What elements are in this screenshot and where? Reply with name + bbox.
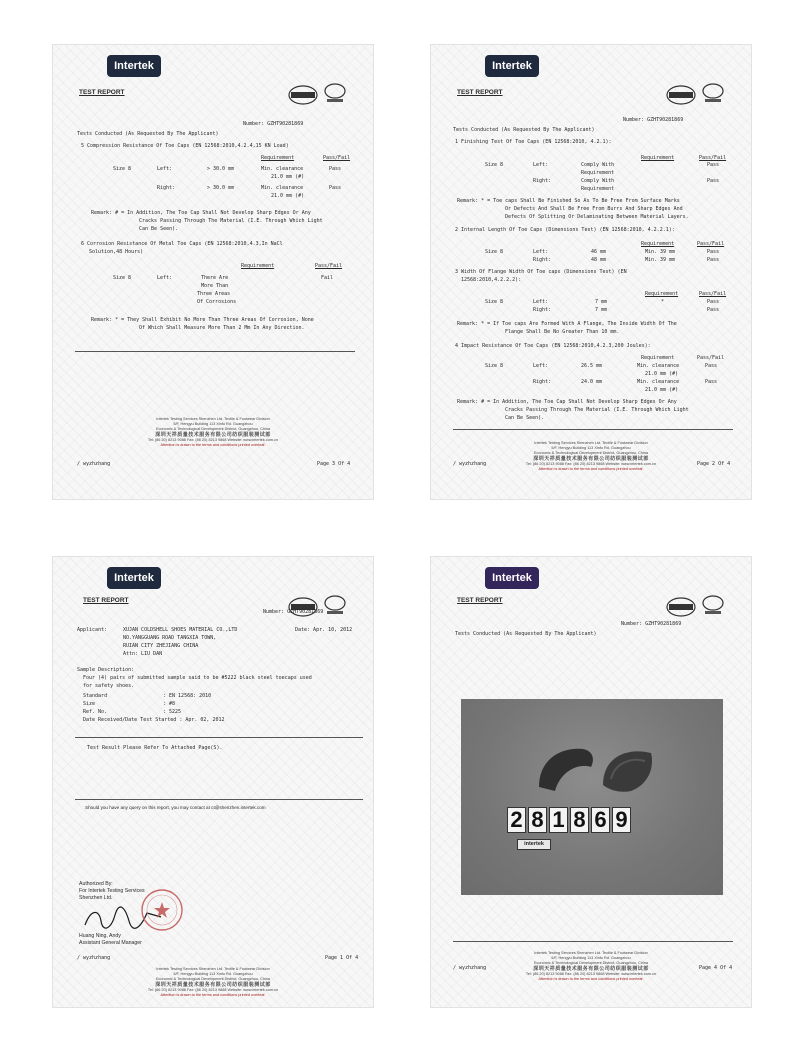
divider [75,737,363,738]
side-label: Left: [157,166,173,172]
intertek-logo: Intertek [485,55,539,77]
applicant-address: RUIAN CITY ZHEJIANG CHINA [123,643,199,649]
remark-text: Defects Of Splitting Or Delaminating Between Material Layers. [505,214,689,220]
prepared-by: / wyzhzhang [77,461,111,467]
report-number-line: Number: GZHT90281869 [263,609,324,615]
requirement-value: 21.0 mm (#) [645,371,679,377]
side-label: Left: [533,363,549,369]
attention-line: Attn: LIU DAN [123,651,163,657]
field-label: Ref. No. [83,709,108,715]
size-label: Size 8 [113,166,132,172]
page-number: Page 1 Of 4 [325,955,359,961]
result-note: Test Result Please Refer To Attached Page(S). [87,745,223,751]
result-value: > 30.0 mm [207,166,235,172]
remark-text: Remark: # = In Addition, The Toe Cap Shall Not Develop Sharp Edges Or Any [91,210,311,216]
requirement-value: Min. clearance [637,363,680,369]
tests-intro: Tests Conducted (As Requested By The Applicant) [453,127,595,133]
steel-toecap-icon [531,739,661,799]
result-value: Requirement [581,170,615,176]
requirement-value: Min. clearance [261,166,304,172]
sample-description: Four (4) pairs of submitted sample said to be #5222 black steel toecaps used [83,675,312,681]
signer-block: Huang Ning, Andy Assistant General Manager [79,933,142,946]
test4-title: 4 Impact Resistance Of Toe Caps (EN 12568:2010,4.2.3,200 Joules): [455,343,651,349]
requirement-header: Requirement [241,263,275,269]
pass-fail-value: Pass [707,307,720,313]
requirement-value: * [661,299,665,305]
tests-intro: Tests Conducted (As Requested By The Applicant) [77,131,219,137]
authorized-block: Authorized By: For Intertek Testing Services Shenzhen Ltd. [79,881,145,901]
pass-fail-value: Pass [707,178,720,184]
test6-title: Solution,48 Hours) [89,249,144,255]
requirement-value: Min. clearance [637,379,680,385]
report-header-title: TEST REPORT [457,89,503,96]
accreditation-logos-icon [661,81,731,111]
side-label: Right: [533,178,552,184]
side-label: Right: [533,257,552,263]
test6-title: 6 Corrosion Resistance Of Metal Toe Caps (EN 12568:2010,4.3,In NaCl [81,241,283,247]
requirement-header: Requirement [645,291,679,297]
report-page-3 [52,44,374,500]
test1-title: 1 Finishing Test Of Toe Caps (EN 12568:2010, 4.2.1): [455,139,612,145]
page-number: Page 2 Of 4 [697,461,731,467]
remark-text: Remark: * = Toe caps Shall Be Finished So As To Be Free From Surface Marks [457,198,680,204]
side-label: Left: [157,275,173,281]
result-value: 48 mm [591,257,607,263]
pass-fail-value: Pass [329,185,342,191]
result-value: Of Corrosions [197,299,237,305]
sample-description-label: Sample Description: [77,667,135,673]
passfail-header: Pass/Fail [699,155,727,161]
field-value: : #8 [163,701,176,707]
passfail-header: Pass/Fail [699,291,727,297]
result-value: 46 mm [591,249,607,255]
footer-block: Intertek Testing Services Shenzhen Ltd. Textile & Footwear Division 5/F, Hengyu Building 113 Xinfu Rd. Guangzhou Economic & Technological Development District, Guangzhou, China 深圳天祥质量技术服务有限公司纺织服装测试部 Tel: (86 20) 8213 9088 Fax: (86 20) 8213 9868 Website: www.intertek.com.cn Attention is drawn to the terms and conditions printed overleaf. [147,417,279,448]
requirement-value: 21.0 mm (#) [271,174,305,180]
result-value: > 30.0 mm [207,185,235,191]
size-label: Size 8 [485,162,504,168]
verification-note: Should you have any query on this report, you may contact at ct@shenzhen.intertek.com [85,805,266,810]
divider [453,429,733,430]
remark-text: Cracks Passing Through The Material (I.E. Through Which Light [139,218,323,224]
result-value: 7 mm [595,307,608,313]
pass-fail-value: Pass [707,257,720,263]
intertek-logo: Intertek [485,567,539,589]
report-page-2 [430,44,752,500]
size-label: Size 8 [485,299,504,305]
accreditation-logos-icon [283,593,353,623]
remark-text: Remark: * = If Toe caps Are Formed With A Flange, The Inside Width Of The [457,321,677,327]
prepared-by: / wyzhzhang [453,965,487,971]
requirement-header: Requirement [641,355,675,361]
side-label: Left: [533,162,549,168]
sample-number-label: 2 8 1 8 6 9 [507,807,631,833]
pass-fail-value: Fail [321,275,334,281]
side-label: Left: [533,299,549,305]
page-number: Page 3 Of 4 [317,461,351,467]
side-label: Left: [533,249,549,255]
report-page-1 [52,556,374,1008]
report-header-title: TEST REPORT [83,597,129,604]
requirement-value: Min. 39 mm [645,257,676,263]
accreditation-logos-icon [661,593,731,623]
side-label: Right: [157,185,176,191]
size-label: Size 8 [485,363,504,369]
remark-text: Cracks Passing Through The Material (I.E. Through Which Light [505,407,689,413]
passfail-header: Pass/Fail [697,241,725,247]
pass-fail-value: Pass [705,379,718,385]
divider [453,941,733,942]
remark-text: Of Which Shall Measure More Than 2 Mm In Any Direction. [139,325,305,331]
passfail-header: Pass/Fail [315,263,343,269]
report-page-4 [430,556,752,1008]
tests-intro: Tests Conducted (As Requested By The Applicant) [455,631,597,637]
report-header-title: TEST REPORT [79,89,125,96]
footer-block: Intertek Testing Services Shenzhen Ltd. Textile & Footwear Division 5/F, Hengyu Building 113 Xinfu Rd. Guangzhou Economic & Technological Development District, Guangzhou, China 深圳天祥质量技术服务有限公司纺织服装测试部 Tel: (86 20) 8213 9088 Fax: (86 20) 8213 9868 Website: www.intertek.com.cn Attention is drawn to the terms and conditions printed overleaf. [525,951,657,982]
footer-block: Intertek Testing Services Shenzhen Ltd. Textile & Footwear Division 5/F, Hengyu Building 113 Xinfu Rd. Guangzhou Economic & Technological Development District, Guangzhou, China 深圳天祥质量技术服务有限公司纺织服装测试部 Tel: (86 20) 8213 9088 Fax: (86 20) 8213 9868 Website: www.intertek.com.cn Attention is drawn to the terms and conditions printed overleaf. [147,967,279,998]
remark-text: Or Defects And Shall Be Free From Burrs And Sharp Edges And [505,206,683,212]
result-value: 24.0 mm [581,379,603,385]
remark-text: Flange Shall Be No Greater Than 10 mm. [505,329,620,335]
test2-title: 2 Internal Length Of Toe Caps (Dimensions Test) (EN 12568:2010, 4.2.2.1): [455,227,675,233]
applicant-name: XUJAN COLDSHELL SHOES MATERIAL CO.,LTD [123,627,238,633]
result-value: 26.5 mm [581,363,603,369]
prepared-by: / wyzhzhang [77,955,111,961]
side-label: Right: [533,307,552,313]
size-label: Size 8 [485,249,504,255]
requirement-value: 21.0 mm (#) [645,387,679,393]
requirement-header: Requirement [641,241,675,247]
pass-fail-value: Pass [707,249,720,255]
sample-description: for safety shoes. [83,683,135,689]
passfail-header: Pass/Fail [697,355,725,361]
report-header-title: TEST REPORT [457,597,503,604]
company-seal-icon [139,887,185,933]
divider [75,351,355,352]
applicant-address: NO.YANGGUANG ROAD TANGXIA TOWN, [123,635,217,641]
size-label: Size 8 [113,275,132,281]
requirement-value: 21.0 mm (#) [271,193,305,199]
date-received: Date Received/Date Test Started : Apr. 02, 2012 [83,717,225,723]
remark-text: Remark: # = In Addition, The Toe Cap Shall Not Develop Sharp Edges Or Any [457,399,677,405]
result-value: There Are [201,275,229,281]
test5-title: 5 Compression Resistance Of Toe Caps (EN 12568:2010,4.2.4,15 KN Load) [81,143,289,149]
remark-text: Can Be Seen). [139,226,179,232]
remark-text: Remark: * = They Shall Exhibit No More Than Three Areas Of Corrosion, None [91,317,314,323]
result-value: Three Areas [197,291,231,297]
result-value: More Than [201,283,229,289]
pass-fail-value: Pass [707,299,720,305]
remark-text: Can Be Seen). [505,415,545,421]
requirement-value: Min. 39 mm [645,249,676,255]
result-value: Comply With [581,162,615,168]
result-value: Comply With [581,178,615,184]
test3-title: 12568:2010,4.2.2.2): [461,277,522,283]
report-number-line: Number: GZHT90281869 [621,621,682,627]
field-label: Size [83,701,96,707]
applicant-label: Applicant: [77,627,108,633]
requirement-header: Requirement [261,155,295,161]
pass-fail-value: Pass [329,166,342,172]
requirement-value: Min. clearance [261,185,304,191]
accreditation-logos-icon [283,81,353,111]
pass-fail-value: Pass [707,162,720,168]
side-label: Right: [533,379,552,385]
result-value: 7 mm [595,299,608,305]
report-date: Date: Apr. 10, 2012 [295,627,353,633]
test3-title: 3 Width Of Flange Width Of Toe caps (Dimensions Test) (EN [455,269,627,275]
report-number-line: Number: GZHT90281869 [243,121,304,127]
intertek-tag: intertek [517,839,551,850]
requirement-header: Requirement [641,155,675,161]
pass-fail-value: Pass [705,363,718,369]
divider [75,799,363,800]
intertek-logo: Intertek [107,567,161,589]
intertek-logo: Intertek [107,55,161,77]
result-value: Requirement [581,186,615,192]
field-value: : EN 12568: 2010 [163,693,212,699]
footer-block: Intertek Testing Services Shenzhen Ltd. Textile & Footwear Division 5/F, Hengyu Building 113 Xinfu Rd. Guangzhou Economic & Technological Development District, Guangzhou, China 深圳天祥质量技术服务有限公司纺织服装测试部 Tel: (86 20) 8213 9088 Fax: (86 20) 8213 9868 Website: www.intertek.com.cn Attention is drawn to the terms and conditions printed overleaf. [525,441,657,472]
field-value: : 5225 [163,709,182,715]
sample-photo [461,699,723,895]
page-number: Page 4 Of 4 [699,965,733,971]
field-label: Standard [83,693,108,699]
prepared-by: / wyzhzhang [453,461,487,467]
report-number-line: Number: GZHT90281869 [623,117,684,123]
passfail-header: Pass/Fail [323,155,351,161]
